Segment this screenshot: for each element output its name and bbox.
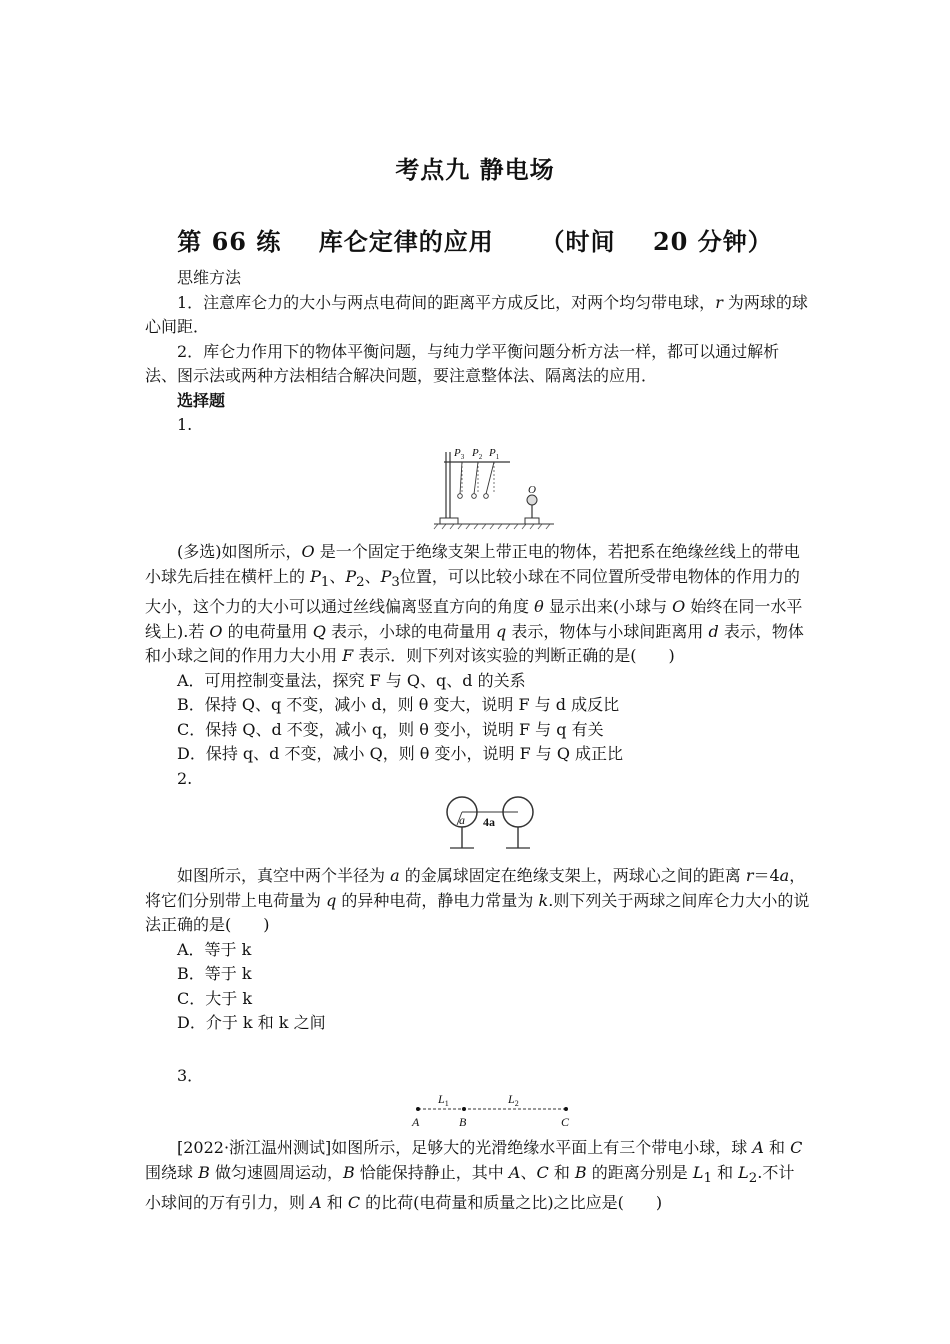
q2-figure [440, 792, 540, 854]
q2-option-c: C．大于 k [177, 988, 253, 1008]
q3-fig-label-a: A [412, 1115, 420, 1129]
q2-section [145, 864, 810, 1036]
q3-fig-label-l1: $L_1$ [438, 1092, 449, 1108]
q1-fig-label-p3: $P_3$ [454, 447, 465, 461]
q1-option-b: B．保持 Q、q 不变，减小 d，则 θ 变大，说明 F 与 d 成反比 [177, 695, 620, 715]
q2-fig-label-a: a [459, 813, 465, 827]
q1-option-c: C．保持 Q、d 不变，减小 q，则 θ 变小，说明 F 与 q 有关 [177, 719, 604, 739]
q1-section [145, 540, 810, 791]
q2-option-b: B．等于 k [177, 964, 252, 983]
q2-option-a: A．等于 k [177, 939, 252, 959]
q3-number: 3． [177, 1066, 204, 1085]
method-section [145, 266, 810, 438]
q1-option-d: D．保持 q、d 不变，减小 Q，则 θ 变小，说明 F 与 Q 成正比 [177, 744, 624, 764]
q3-fig-label-c: C [561, 1115, 570, 1129]
method-point-2: 2．库仑力作用下的物体平衡问题，与纯力学平衡问题分析方法一样，都可以通过解析法、图示法或两种方法相结合解决问题，要注意整体法、隔离法的应用． [145, 341, 780, 385]
q3-section [145, 1136, 810, 1216]
q3-fig-label-b: B [459, 1115, 467, 1129]
q1-option-a: A．可用控制变量法，探究 F 与 Q、q、d 的关系 [177, 670, 526, 690]
q2-fig-label-distance: 4a [483, 815, 495, 829]
q1-fig-label-p1: $P_1$ [489, 447, 500, 461]
q1-stem: (多选)如图所示，O 是一个固定于绝缘支架上带正电的物体，若把系在绝缘丝线上的带电小球先后挂在横杆上的 $P_1$、$P_2$、$P_3$位置，可以比较小球在不同位置所受带电物体的作用力的大小，这个力的大小可以通过丝线偏离竖直方向的角度 θ 显示出来(小球与 O 始终在同一水平线上).若 O 的电荷量用 Q 表示，小球的电荷量用 q 表示，物体与小球间距离用 d 表示，物体和小球之间的作用力大小用 F 表示．则下列对该实验的判断正确的是( ) [145, 542, 804, 666]
q1-number: 1. [177, 415, 193, 434]
q3-stem: [2022·浙江温州测试]如图所示，足够大的光滑绝缘水平面上有三个带电小球，球 A 和 C 围绕球 B 做匀速圆周运动，B 恰能保持静止，其中 A、C 和 B 的距离分别是 $L_1$ 和 $L_2$.不计小球间的万有引力，则 A 和 C 的比荷(电荷量和质量之比)之比应是( ) [145, 1138, 803, 1213]
q3-figure [408, 1090, 578, 1132]
q2-option-d: D．介于 k 和 k 之间 [177, 1013, 326, 1032]
q1-figure [430, 442, 560, 530]
chapter-title: 考点九 静电场 [395, 155, 555, 184]
q1-fig-label-p2: $P_2$ [472, 447, 483, 461]
method-heading: 思维方法 [177, 268, 242, 287]
q2-number: 2. [177, 768, 193, 788]
section-heading: 选择题 [177, 390, 226, 410]
q1-fig-label-o: O [528, 484, 536, 496]
q3-fig-label-l2: $L_2$ [508, 1092, 519, 1108]
q2-stem: 如图所示，真空中两个半径为 a 的金属球固定在绝缘支架上，两球心之间的距离 r＝4a，将它们分别带上电荷量为 q 的异种电荷，静电力常量为 k.则下列关于两球之间库仑力大小的说法正确的是( ) [145, 866, 810, 934]
method-point-1: 1．注意库仑力的大小与两点电荷间的距离平方成反比，对两个均匀带电球，r 为两球的球心间距． [145, 292, 808, 336]
exercise-title: 第 66 练 库仑定律的应用 （时间 20 分钟） [177, 227, 773, 256]
q3-number-block [145, 1064, 810, 1089]
